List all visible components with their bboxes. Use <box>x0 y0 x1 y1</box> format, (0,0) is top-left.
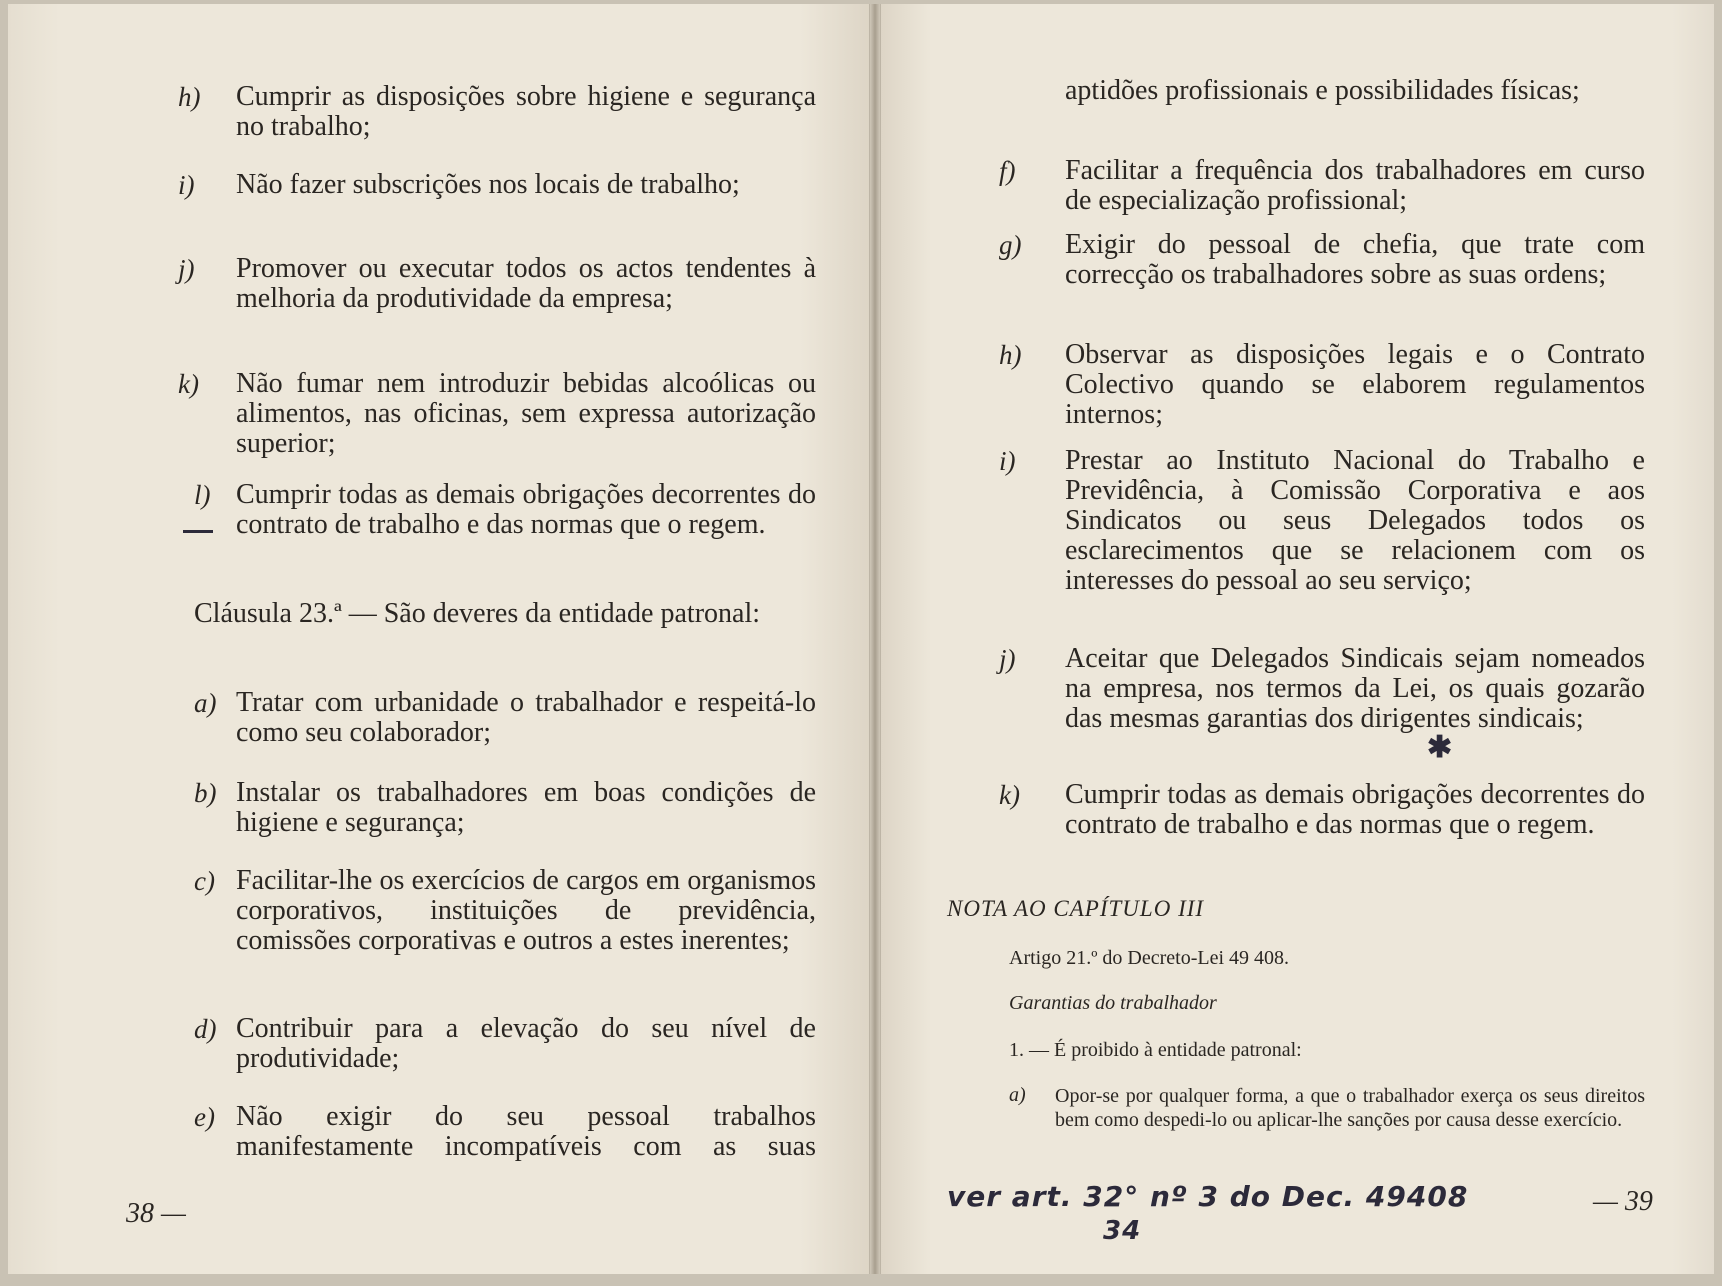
item-label: a) <box>1009 1084 1026 1106</box>
item-label: h) <box>999 340 1022 370</box>
right-page: aptidões profissionais e possibilidades físicas; f) Facilitar a frequência dos trabalhadores em curso de especialização profissional; g) Exigir do pessoal de chefia, que trate com correcção os trabalhadores sobre as suas ordens; h) Observar as disposições legais e o Contrato Colectivo quando se elaborem regulamentos internos; i) Prestar ao Instituto Nacional do Trabalho e Previdência, à Comissão Corporativa e aos Sindicatos ou seus Delegados todos os esclarecimentos que se relacionem com os interesses do pessoal ao seu serviço; j) Aceitar que Delegados Sindicais sejam nomeados na empresa, nos termos da Lei, os quais gozarão das mesmas garantias dos dirigentes sindicais; ✱ k) Cumprir todas as demais obrigações decorrentes do contrato de trabalho e das normas que o regem. NOTA AO CAPÍTULO III Artigo 21.º do Decreto-Lei 49 408. Garantias do trabalhador 1. — É proibido à entidade patronal: a) Opor-se por qualquer forma, a que o trabalhador exerça os seus direitos bem como despedi-lo ou aplicar-lhe sanções por causa desse exercício. ver art. 32° nº 3 do Dec. 49408 34 — 39 <box>880 4 1714 1274</box>
item-label: k) <box>999 780 1020 810</box>
item-text: Aceitar que Delegados Sindicais sejam nomeados na empresa, nos termos da Lei, os quais gozarão das mesmas garantias dos dirigentes sindicais; <box>1065 643 1645 734</box>
item-label: b) <box>194 778 217 808</box>
note-subheading: Garantias do trabalhador <box>1009 992 1217 1014</box>
item-label: j) <box>999 644 1016 674</box>
item-text: Facilitar-lhe os exercícios de cargos em organismos corporativos, instituições de previdência, comissões corporativas e outros a estes inerentes; <box>236 865 816 956</box>
item-label: i) <box>999 446 1016 476</box>
item-text: Exigir do pessoal de chefia, que trate com correcção os trabalhadores sobre as suas ordens; <box>1065 229 1645 290</box>
item-label: l) <box>194 480 211 510</box>
item-text: Opor-se por qualquer forma, a que o trabalhador exerça os seus direitos bem como despedi-lo ou aplicar-lhe sanções por causa desse exercício. <box>1055 1085 1645 1131</box>
item-text: Prestar ao Instituto Nacional do Trabalho e Previdência, à Comissão Corporativa e aos Sindicatos ou seus Delegados todos os esclarecimentos que se relacionem com os interesses do pessoal ao seu serviço; <box>1065 445 1645 596</box>
item-label: a) <box>194 688 217 718</box>
book-gutter <box>870 4 880 1274</box>
item-text: Cumprir as disposições sobre higiene e segurança no trabalho; <box>236 81 816 142</box>
item-text: Cumprir todas as demais obrigações decorrentes do contrato de trabalho e das normas que o regem. <box>236 479 816 540</box>
note-article: Artigo 21.º do Decreto-Lei 49 408. <box>1009 947 1290 969</box>
item-text: Tratar com urbanidade o trabalhador e respeitá-lo como seu colaborador; <box>236 687 816 748</box>
handwritten-note: ver art. 32° nº 3 do Dec. 49408 <box>947 1180 1469 1213</box>
item-label: g) <box>999 230 1022 260</box>
item-text: Não fumar nem introduzir bebidas alcoólicas ou alimentos, nas oficinas, sem expressa autorização superior; <box>236 368 816 459</box>
item-label: e) <box>194 1102 215 1132</box>
note-point: 1. — É proibido à entidade patronal: <box>1009 1039 1302 1061</box>
note-heading: NOTA AO CAPÍTULO III <box>947 896 1205 921</box>
clause-heading: Cláusula 23.ª — São deveres da entidade patronal: <box>194 598 761 629</box>
item-text: Instalar os trabalhadores em boas condições de higiene e segurança; <box>236 777 816 838</box>
left-page <box>8 4 870 1274</box>
handwritten-dash <box>183 530 213 533</box>
item-label: k) <box>178 369 199 399</box>
item-text: Observar as disposições legais e o Contrato Colectivo quando se elaborem regulamentos internos; <box>1065 339 1645 430</box>
handwritten-asterisk: ✱ <box>1427 731 1453 764</box>
item-text: Não exigir do seu pessoal trabalhos manifestamente incompatíveis com as suas <box>236 1101 816 1162</box>
item-label: c) <box>194 866 215 896</box>
open-book <box>8 4 1714 1274</box>
item-text: Cumprir todas as demais obrigações decorrentes do contrato de trabalho e das normas que o regem. <box>1065 779 1645 840</box>
item-text: Contribuir para a elevação do seu nível de produtividade; <box>236 1013 816 1074</box>
page-number: 38 — <box>126 1198 186 1229</box>
item-label: f) <box>999 156 1016 186</box>
item-label: h) <box>178 82 201 112</box>
item-label: i) <box>178 170 195 200</box>
item-text: Promover ou executar todos os actos tendentes à melhoria da produtividade da empresa; <box>236 253 816 314</box>
item-text: Não fazer subscrições nos locais de trabalho; <box>236 169 740 200</box>
handwritten-extra: 34 <box>1103 1216 1142 1246</box>
item-label: d) <box>194 1014 217 1044</box>
page-number: — 39 <box>1593 1186 1653 1217</box>
item-text: Facilitar a frequência dos trabalhadores em curso de especialização profissional; <box>1065 155 1645 216</box>
item-label: j) <box>178 254 195 284</box>
